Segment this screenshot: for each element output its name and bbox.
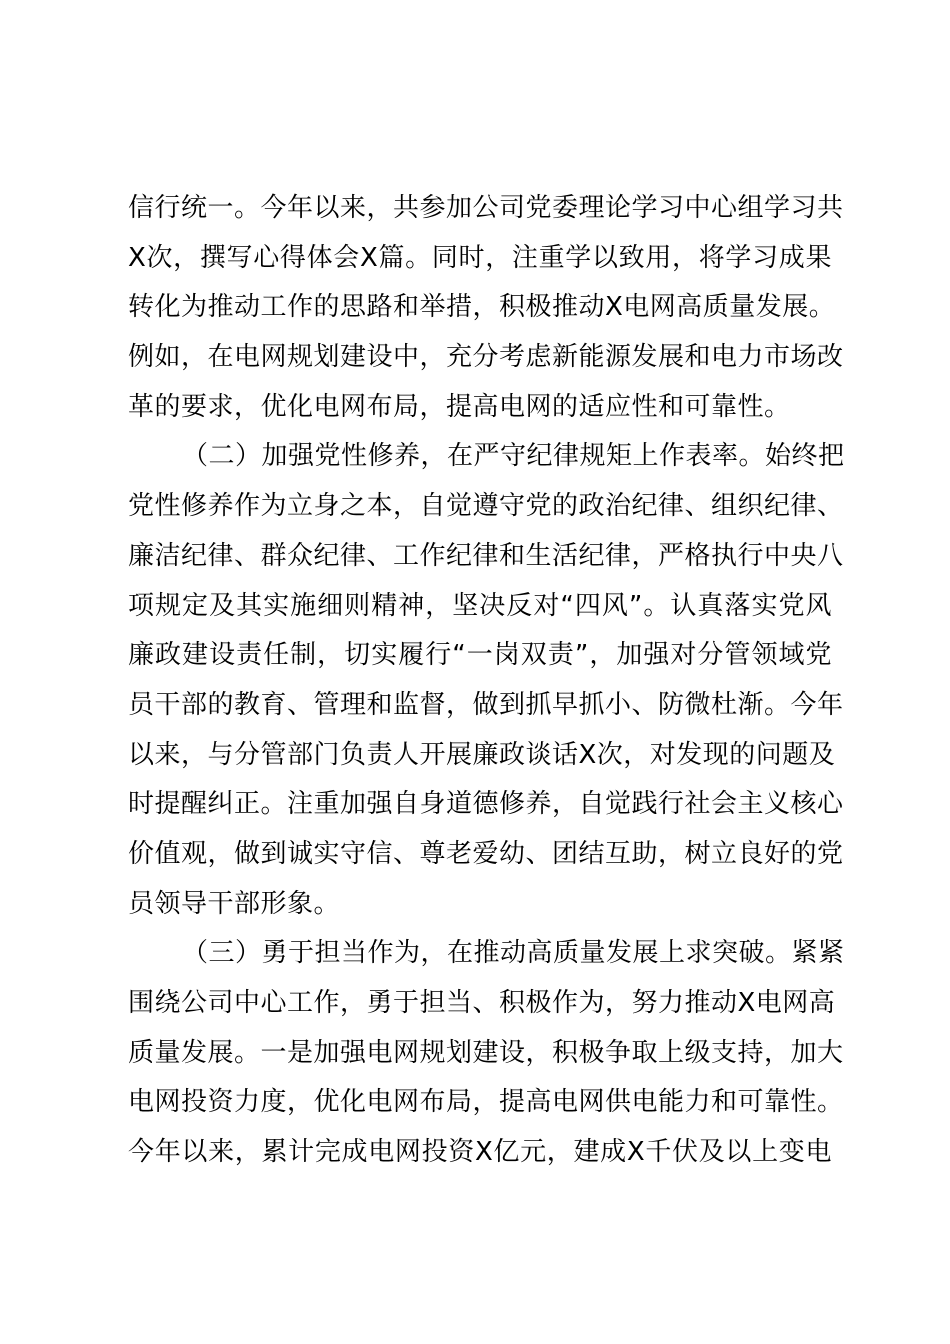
text-line: 廉洁纪律、群众纪律、工作纪律和生活纪律，严格执行中央八 xyxy=(128,540,844,571)
text-line: 时提醒纠正。注重加强自身道德修养，自觉践行社会主义核心 xyxy=(128,789,844,820)
section-heading-line: （三）勇于担当作为，在推动高质量发展上求突破。紧紧 xyxy=(182,938,845,969)
text-line: 转化为推动工作的思路和举措，积极推动X电网高质量发展。 xyxy=(128,292,836,323)
text-line: 廉政建设责任制，切实履行“一岗双责”，加强对分管领域党 xyxy=(128,640,832,671)
text-line: 项规定及其实施细则精神，坚决反对“四风”。认真落实党风 xyxy=(128,590,832,621)
text-line: 今年以来，累计完成电网投资X亿元，建成X千伏及以上变电 xyxy=(128,1137,832,1168)
section-heading-line: （二）加强党性修养，在严守纪律规矩上作表率。始终把 xyxy=(182,441,845,472)
text-line: 围绕公司中心工作，勇于担当、积极作为，努力推动X电网高 xyxy=(128,988,836,1018)
text-line: X次，撰写心得体会X篇。同时，注重学以致用，将学习成果 xyxy=(128,242,832,273)
text-line: 质量发展。一是加强电网规划建设，积极争取上级支持，加大 xyxy=(128,1037,844,1068)
document-body xyxy=(128,184,845,1178)
text-line: 革的要求，优化电网布局，提高电网的适应性和可靠性。 xyxy=(128,391,791,422)
text-line: 例如，在电网规划建设中，充分考虑新能源发展和电力市场改 xyxy=(128,342,844,373)
text-line: 党性修养作为立身之本，自觉遵守党的政治纪律、组织纪律、 xyxy=(128,491,844,522)
text-line: 价值观，做到诚实守信、尊老爱幼、团结互助，树立良好的党 xyxy=(128,838,844,869)
text-line: 以来，与分管部门负责人开展廉政谈话X次，对发现的问题及 xyxy=(128,739,836,770)
text-line: 信行统一。今年以来，共参加公司党委理论学习中心组学习共 xyxy=(128,193,844,223)
text-line: 员领导干部形象。 xyxy=(128,888,341,919)
text-line: 员干部的教育、管理和监督，做到抓早抓小、防微杜渐。今年 xyxy=(128,689,844,720)
text-line: 电网投资力度，优化电网布局，提高电网供电能力和可靠性。 xyxy=(128,1087,844,1118)
